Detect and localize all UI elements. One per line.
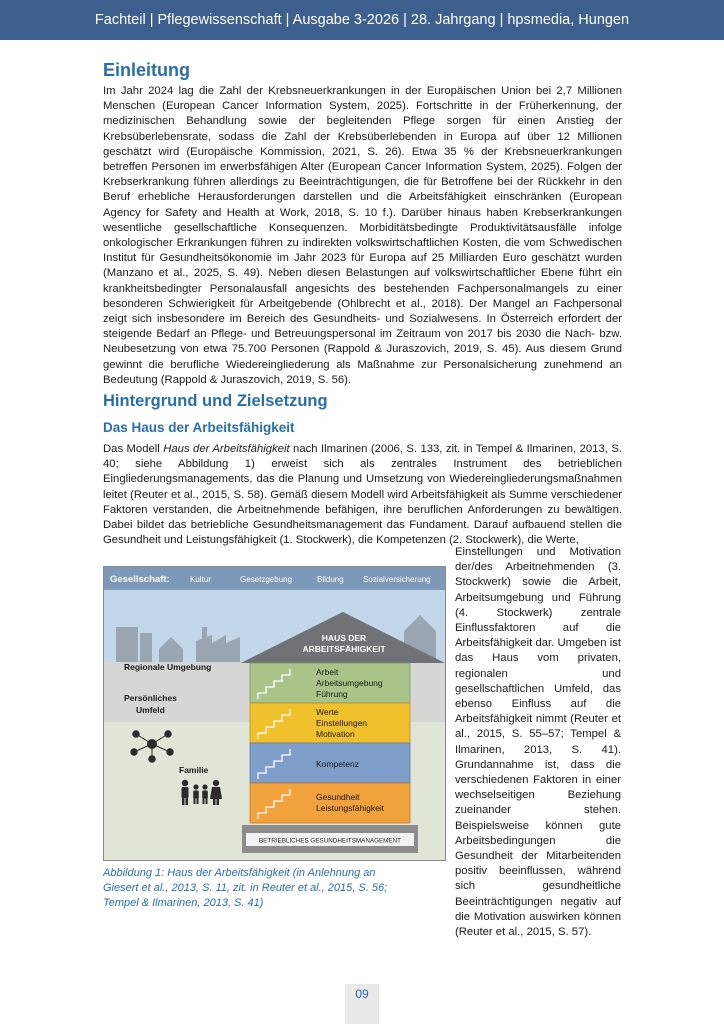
floor-4-line3: Führung (316, 689, 348, 699)
society-item-sozialversicherung: Sozialversicherung (363, 575, 431, 584)
column-paragraph: Einstellungen und Motivation der/des Arbeitnehmenden (3. Stockwerk) sowie die Arbeit, Arbeitsumgebung und Führung (4. Stockwerk) zentrale Einflussfaktoren auf die Arbeitsfähigkeit dar. Umgeben ist das Haus vom privaten, regionalen und gesellschaftlichen Umfeld, das ebenso Einfluss auf die Arbeitsfähigkeit nimmt (Reuter et al., 2015, S. 55–57; Tempel & Ilmarinen, 2013, S. 41). Grundannahme ist, dass die verschiedenen Faktoren in einer wechselseitigen Beziehung zueinander stehen. Beispielsweise können gute Arbeitsbedingungen die Gesundheit der Mitarbeitenden positiv beeinflussen, während sich gesundheitliche Beeinträchtigungen negativ auf die Motivation auswirken können (Reuter et al., 2015, S. 57). (455, 546, 621, 939)
floor-1-line1: Gesundheit (316, 792, 360, 802)
haus-paragraph-rest: nach Ilmarinen (2006, S. 133, zit. in Tempel & Ilmarinen, 2013, S. 40; siehe Abbildung 1) erweist sich als zentrales Instrument des betrieblichen Eingliederungsmanagements, das die Planung und Umsetzung von Wiedereingliederungsmaßnahmen leitet (Reuter et al., 2015, S. 58). Gemäß diesem Modell wird Arbeitsfähigkeit als Summe verschiedener Faktoren verstanden, die Arbeitnehmende befähigen, ihre beruflichen Anforderungen zu bewältigen. Dabei bildet das betriebliche Gesundheitsmanagement das Fundament. Darauf aufbauend stellen die Gesundheit und Leistungsfähigkeit (1. Stockwerk), die Kompetenzen (2. Stockwerk), die Werte, (103, 443, 622, 547)
floor-4-line1: Arbeit (316, 667, 339, 677)
haus-paragraph-start: Das Modell (103, 443, 164, 455)
roof-label-line2: ARBEITSFÄHIGKEIT (302, 644, 386, 654)
section-title-hintergrund: Hintergrund und Zielsetzung (103, 392, 328, 410)
regional-label: Regionale Umgebung (124, 662, 212, 672)
figure-caption: Abbildung 1: Haus der Arbeitsfähigkeit (in Anlehnung an Giesert et al., 2013, S. 11, zit. in Reuter et al., 2015, S. 56; Tempel & Ilmarinen, 2013, S. 41) (103, 867, 388, 909)
page-number-text: 09 (355, 987, 369, 1001)
personal-label-line1: Persönliches (124, 693, 177, 703)
foundation-label: BETRIEBLICHES GESUNDHEITSMANAGEMENT (258, 837, 402, 845)
subsection-title-haus: Das Haus der Arbeitsfähigkeit (103, 420, 295, 435)
family-label: Familie (179, 765, 209, 775)
model-name: Haus der Arbeitsfähigkeit (163, 443, 290, 455)
floor-1-line2: Leistungsfähigkeit (316, 803, 385, 813)
society-item-gesetzgebung: Gesetzgebung (240, 575, 293, 584)
einleitung-paragraph: Im Jahr 2024 lag die Zahl der Krebsneuerkrankungen in der Europäischen Union bei 2,7 Millionen Menschen (European Cancer Information System, 2025). Fortschritte in der Früherkennung, der medizinischen Behandlung sowie der begleitenden Pflege sorgen für einen Anstieg der Krebsüberlebensrate, sodass die Zahl der Krebsüberlebenden in Europa auf über 12 Millionen geschätzt wird (Europäische Kommission, 2021, S. 26). Etwa 35 % der Krebsneuerkrankungen betreffen Personen im erwerbsfähigen Alter (European Cancer Information System, 2025). Folgen der Krebserkrankung führen allerdings zu Beeinträchtigungen, die für Betroffene bei der Rückkehr in den Beruf erhebliche Herausforderungen darstellen und die Arbeitsfähigkeit einschränken (European Agency for Safety and Health at Work, 2018, S. 10 f.). Darüber hinaus haben Krebserkrankungen wesentliche gesellschaftliche Konsequenzen. Morbiditätsbedingte Produktivitätsausfälle infolge onkologischer Erkrankungen führen zu indirekten volkswirtschaftlichen Kosten, die vom Schwedischen Institut für Gesundheitsökonomie im Jahr 2023 für Europa auf 25 Milliarden Euro geschätzt wurden (Manzano et al., 2025, S. 49). Neben diesen Belastungen auf volkswirtschaftlicher Ebene führt ein krankheitsbedingter Personalausfall angesichts des bestehenden Fachpersonalmangels zu einer besonderen Schwierigkeit für Arbeitgebende (Ohlbrecht et al., 2018). Der Mangel an Fachpersonal zeigt sich insbesondere im Bereich des Gesundheits- und Sozialwesens. In Österreich erfordert der steigende Bedarf an Pflege- und Betreuungspersonal im Zeitraum von 2017 bis 2030 die Nach- bzw. Neubesetzung von etwa 75.700 Personen (Rappold & Juraszovich, 2019, S. 45). Aus diesem Grund gewinnt die berufliche Wiedereingliederung als Maßnahme zur Personalsicherung zunehmend an Bedeutung (Rappold & Juraszovich, 2019, S. 56). (103, 85, 622, 386)
floor-4-line2: Arbeitsumgebung (316, 678, 383, 688)
header-text: Fachteil | Pflegewissenschaft | Ausgabe 3-2026 | 28. Jahrgang | hpsmedia, Hungen (94, 12, 630, 28)
floor-3-line3: Motivation (316, 729, 355, 739)
floor-2-line1: Kompetenz (316, 759, 359, 769)
floor-3-line1: Werte (316, 707, 339, 717)
section-title-einleitung: Einleitung (103, 60, 190, 80)
floor-3-line2: Einstellungen (316, 718, 368, 728)
journal-header (0, 0, 724, 40)
personal-label-line2: Umfeld (136, 705, 165, 715)
figure-haus-der-arbeitsfaehigkeit (103, 566, 446, 861)
page-number (345, 984, 379, 1024)
society-item-kultur: Kultur (190, 575, 211, 584)
roof-label-line1: HAUS DER (321, 633, 367, 643)
haus-paragraph (103, 442, 622, 548)
society-label: Gesellschaft: (110, 574, 170, 585)
society-item-bildung: Bildung (317, 575, 344, 584)
